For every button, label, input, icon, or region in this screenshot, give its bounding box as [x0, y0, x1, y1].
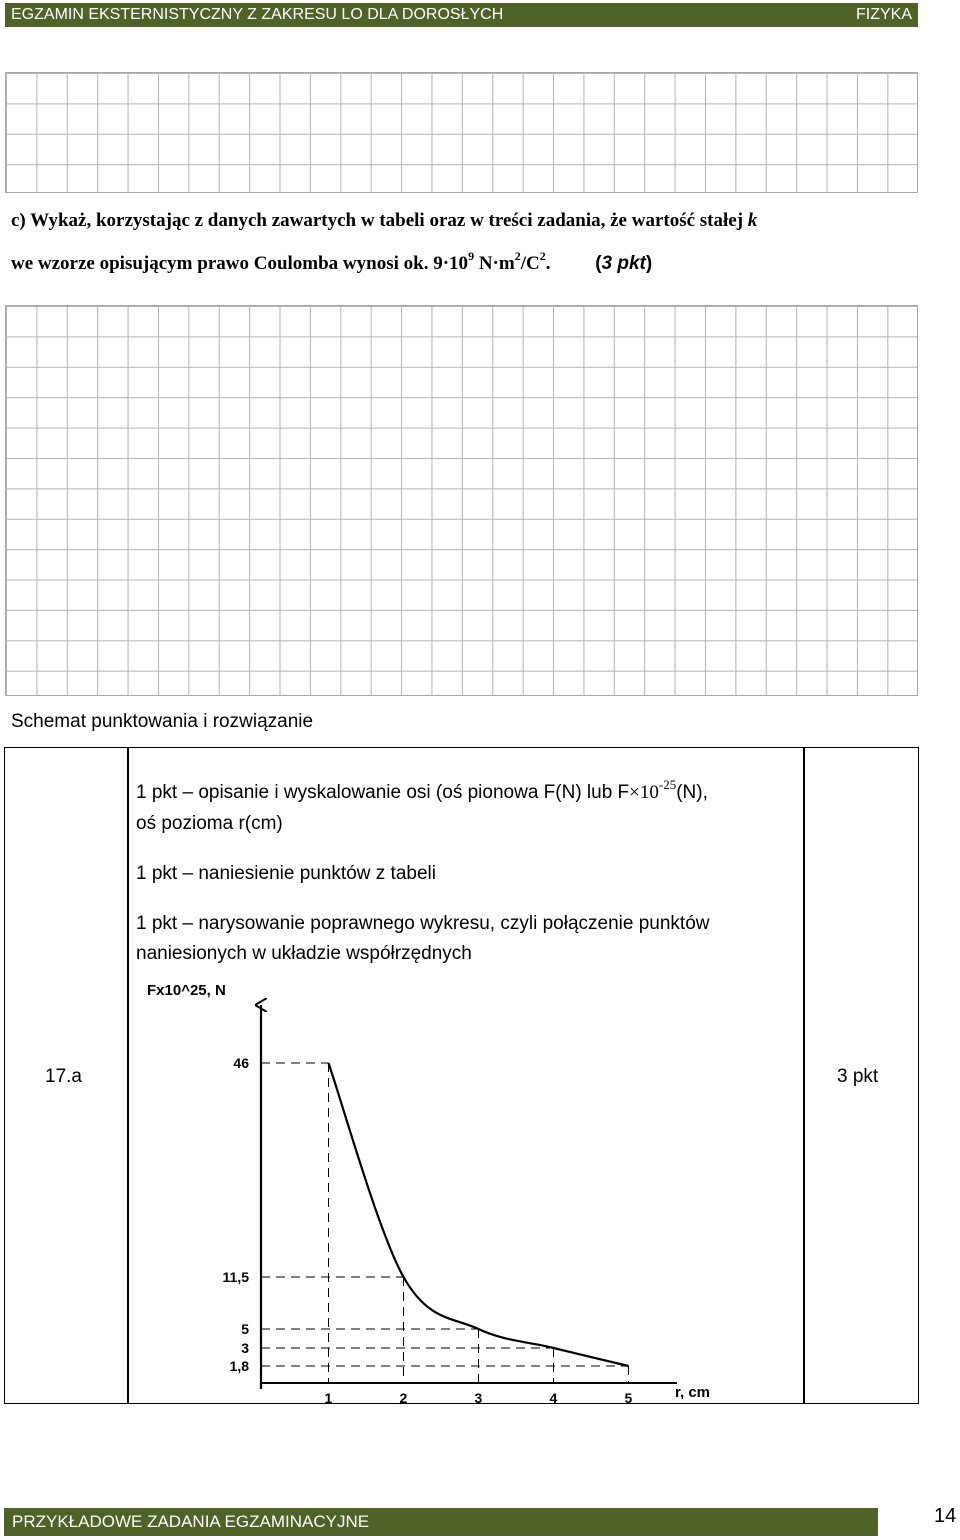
- x-tick-label-3: 3: [474, 1390, 483, 1406]
- answer-grid-top[interactable]: [5, 72, 918, 193]
- x-tick-label-4: 4: [549, 1390, 558, 1406]
- y-tick-label-4: 3: [241, 1340, 249, 1356]
- task-line-1-text: c) Wykaż, korzystając z danych zawartych w tabeli oraz w treści zadania, że wartość stałej: [11, 210, 748, 231]
- criterion-1-unit: (N),: [676, 782, 708, 803]
- page-header: [5, 3, 918, 27]
- page-number: 14: [934, 1505, 957, 1527]
- task-line-2: [11, 249, 653, 275]
- y-tick-label-1: 46: [233, 1055, 249, 1071]
- points-value: 3 pkt: [601, 253, 646, 274]
- criterion-1-line-2: oś pozioma r(cm): [136, 813, 283, 834]
- y-axis-label: Fx10^25, N: [147, 982, 226, 999]
- points-close: ): [645, 253, 653, 274]
- exponent-2a: 2: [514, 249, 521, 263]
- x-tick-label-1: 1: [324, 1390, 333, 1406]
- scoring-table: [4, 747, 919, 1404]
- criterion-2: 1 pkt – naniesienie punktów z tabeli: [136, 863, 436, 884]
- task-line-2-text: we wzorze opisującym prawo Coulomba wynosi ok. 9·10: [11, 253, 469, 274]
- constant-k: k: [747, 210, 758, 231]
- criterion-3: 1 pkt – narysowanie poprawnego wykresu, czyli połączenie punktów naniesionych w układzie współrzędnych: [136, 913, 710, 964]
- y-tick-label-2: 11,5: [222, 1269, 249, 1285]
- task-number: 17.a: [45, 1066, 82, 1087]
- criterion-1-text: 1 pkt – opisanie i wyskalowanie osi (oś pionowa F(N) lub F: [136, 782, 630, 803]
- criterion-1-exponent: -25: [658, 777, 677, 792]
- criteria-list: [136, 778, 806, 989]
- x-tick-label-5: 5: [624, 1390, 633, 1406]
- criterion-1-times-ten: ×10: [629, 782, 659, 803]
- scheme-title: Schemat punktowania i rozwiązanie: [11, 711, 314, 732]
- force-distance-chart: [127, 982, 711, 1406]
- header-subject: FIZYKA: [855, 6, 912, 23]
- task-points: 3 pkt: [837, 1066, 879, 1087]
- exponent-9: 9: [468, 249, 475, 263]
- criterion-1: [136, 778, 806, 839]
- y-tick-label-3: 5: [241, 1321, 249, 1337]
- exponent-2b: 2: [539, 249, 546, 263]
- task-line-1: [11, 210, 757, 232]
- x-tick-label-2: 2: [399, 1390, 408, 1406]
- data-curve: [329, 1063, 629, 1366]
- line-end-dot: .: [545, 253, 551, 274]
- points-open: (: [595, 253, 602, 274]
- page-footer: PRZYKŁADOWE ZADANIA EGZAMINACYJNE: [4, 1508, 878, 1536]
- answer-grid-main[interactable]: [5, 305, 918, 696]
- y-tick-label-5: 1,8: [229, 1358, 249, 1374]
- unit-nm: N·m: [474, 253, 515, 274]
- unit-c: /C: [520, 253, 540, 274]
- header-exam-title: EGZAMIN EKSTERNISTYCZNY Z ZAKRESU LO DLA DOROSŁYCH: [11, 6, 504, 23]
- x-axis-label: r, cm: [675, 1384, 711, 1401]
- task-points-label: [595, 253, 652, 274]
